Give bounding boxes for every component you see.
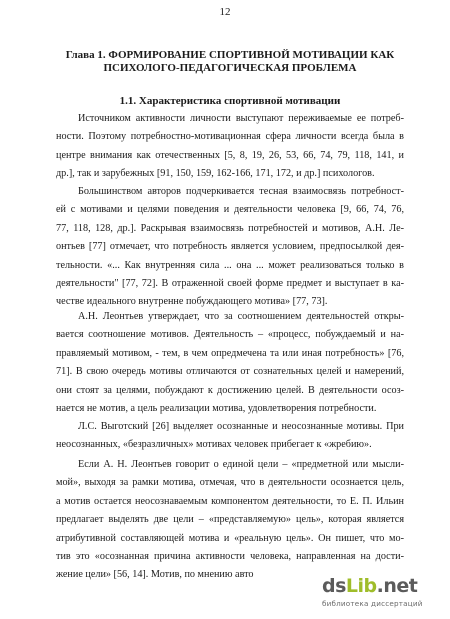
text-line: Л.С. Выготский [26] выделяет осознанные и неосознанные мотивы. При <box>78 421 404 432</box>
text-line: правляемый мотивом, - тем, в чем опредмечена та или иная потребность» [76, <box>56 347 404 359</box>
text-line: Источником активности личности выступают переживаемые ее потреб- <box>78 113 404 124</box>
text-line: Большинством авторов подчеркивается тесная взаимосвязь потребност- <box>78 186 404 197</box>
text-line: честве идеального внутренне побуждающего мотива» [77, 73]. <box>56 296 328 308</box>
text-line: а мотив остается неосознаваемым компонентом деятельности, то Е. П. Ильин <box>56 495 404 507</box>
paragraph-4 <box>56 418 404 455</box>
text-line: 71]. В свою очередь мотивы отличаются от сознательных целей и намерений, <box>56 366 404 378</box>
text-line: предлагает выделять две цели – «представляемую» цель», которая является <box>56 514 404 526</box>
page-number: 12 <box>219 6 231 18</box>
chapter-heading <box>56 49 404 75</box>
text-line: жение цели» [56, 14]. Мотив, по мнению авто <box>56 569 254 581</box>
paragraph-3 <box>56 308 404 418</box>
text-line: тельности. «... Как внутренняя сила ... она ... может реализоваться только в <box>56 259 404 271</box>
text-line: центре внимания как отечественных [5, 8, 19, 26, 53, 66, 74, 79, 118, 141, и <box>56 149 404 161</box>
text-line: деятельности" [77, 72]. В отраженной своей форме предмет и выступает в ка- <box>56 277 404 289</box>
text-line: др.], так и зарубежных [91, 150, 159, 162-166, 171, 172, и др.] психологов. <box>56 168 375 180</box>
paragraph-1 <box>56 110 404 184</box>
text-line: атрибутивной составляющей мотива и «реальную цель». Он пишет, что мо- <box>56 532 404 544</box>
chapter-heading-line-2: ПСИХОЛОГО-ПЕДАГОГИЧЕСКАЯ ПРОБЛЕМА <box>103 62 357 74</box>
text-line: тив это «осознанная причина активности человека, направленная на дости- <box>56 550 404 562</box>
logo-part-ds: ds <box>322 575 346 597</box>
dslib-watermark <box>322 575 446 615</box>
paragraph-2 <box>56 183 404 312</box>
text-line: 77, 118, 128, др.]. Раскрывая взаимосвязь потребностей и мотивов, А.Н. Ле- <box>56 222 404 234</box>
logo-part-net: .net <box>376 575 418 597</box>
watermark-subtitle: библиотека диссертаций <box>322 599 423 608</box>
text-line: мой», выходя за рамки мотива, отмечая, что в деятельности осознается цель, <box>56 477 404 489</box>
text-line: нается не мотив, а цель реализации мотива, удовлетворения потребности. <box>56 402 377 414</box>
text-line: вается соотношение мотивов. Деятельность – «процесс, побуждаемый и на- <box>56 329 404 341</box>
text-line: ности. Поэтому потребностно-мотивационная сфера личности всегда была в <box>56 131 404 143</box>
chapter-heading-line-1: Глава 1. ФОРМИРОВАНИЕ СПОРТИВНОЙ МОТИВАЦИИ КАК <box>65 49 395 61</box>
text-line: Если А. Н. Леонтьев говорит о единой цели – «предметной или мысли- <box>78 459 404 470</box>
paragraph-5 <box>56 456 404 585</box>
text-line: они стоят за целями, побуждают к достижению целей. В деятельности осоз- <box>56 384 404 396</box>
logo-part-lib: Lib <box>345 575 377 597</box>
text-line: неосознанных, «безразличных» мотивах человек прибегает к «жребию». <box>56 439 372 451</box>
text-line: онтьев [77] отмечает, что потребность является условием, предпосылкой дея- <box>56 241 404 253</box>
section-heading: 1.1. Характеристика спортивной мотивации <box>119 95 341 107</box>
text-line: ей с мотивами и целями поведения и деятельности человека [9, 66, 74, 76, <box>56 204 404 216</box>
text-line: А.Н. Леонтьев утверждает, что за соотношением деятельностей откры- <box>78 311 404 322</box>
dslib-logo <box>322 575 417 597</box>
